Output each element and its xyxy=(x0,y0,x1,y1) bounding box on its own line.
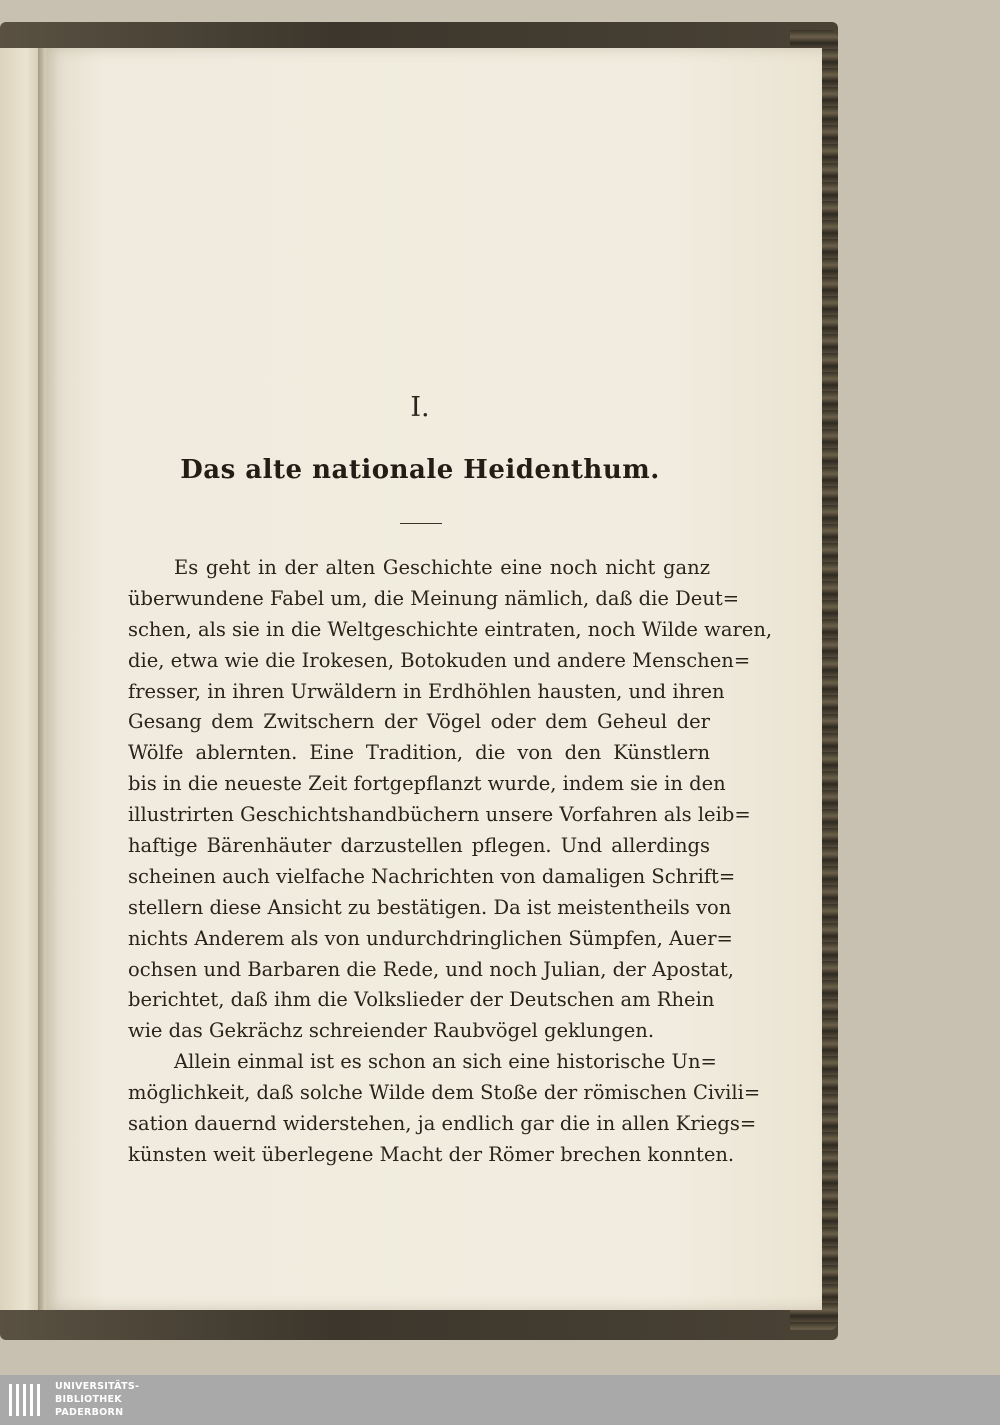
text-line: Gesang dem Zwitschern der Vögel oder dem Geheul der xyxy=(128,710,710,734)
university-library-logo-icon xyxy=(8,1382,48,1418)
text-line: die, etwa wie die Irokesen, Botokuden und andere Menschen= xyxy=(128,648,751,672)
text-line: Es geht in der alten Geschichte eine noch nicht ganz xyxy=(174,556,710,579)
page-gutter xyxy=(38,48,46,1310)
text-line: künsten weit überlegene Macht der Römer brechen konnten. xyxy=(128,1142,735,1166)
chapter-numeral: I. xyxy=(410,392,430,423)
text-line: scheinen auch vielfache Nachrichten von damaligen Schrift= xyxy=(128,864,736,888)
body-text xyxy=(128,553,773,1171)
text-line: sation dauernd widerstehen, ja endlich gar die in allen Kriegs= xyxy=(128,1112,757,1136)
library-name-line: BIBLIOTHEK xyxy=(55,1394,122,1405)
text-line: haftige Bärenhäuter darzustellen pflegen. Und allerdings xyxy=(128,834,710,858)
text-line: Wölfe ablernten. Eine Tradition, die von den Künstlern xyxy=(128,741,710,765)
text-line: ochsen und Barbaren die Rede, und noch Julian, der Apostat, xyxy=(128,957,734,981)
library-footer xyxy=(0,1375,1000,1425)
text-line: möglichkeit, daß solche Wilde dem Stoße der römischen Civili= xyxy=(128,1081,761,1105)
text-line: überwundene Fabel um, die Meinung nämlich, daß die Deut= xyxy=(128,586,740,610)
text-line: stellern diese Ansicht zu bestätigen. Da ist meistentheils von xyxy=(128,895,732,919)
library-name-line: PADERBORN xyxy=(55,1407,124,1418)
text-line: bis in die neueste Zeit fortgepflanzt wurde, indem sie in den xyxy=(128,772,726,796)
library-name xyxy=(55,1380,139,1419)
text-line: schen, als sie in die Weltgeschichte eintraten, noch Wilde waren, xyxy=(128,617,773,641)
chapter-title: Das alte nationale Heidenthum. xyxy=(180,455,660,485)
title-divider xyxy=(400,523,442,524)
text-line: wie das Gekrächz schreiender Raubvögel geklungen. xyxy=(128,1019,655,1043)
text-line: berichtet, daß ihm die Volkslieder der Deutschen am Rhein xyxy=(128,988,715,1012)
library-name-line: UNIVERSITÄTS- xyxy=(55,1381,140,1392)
text-line: fresser, in ihren Urwäldern in Erdhöhlen hausten, und ihren xyxy=(128,679,725,703)
text-line: Allein einmal ist es schon an sich eine historische Un= xyxy=(174,1050,717,1074)
text-line: illustrirten Geschichtshandbüchern unsere Vorfahren als leib= xyxy=(128,803,751,827)
text-line: nichts Anderem als von undurchdringlichen Sümpfen, Auer= xyxy=(128,926,733,950)
